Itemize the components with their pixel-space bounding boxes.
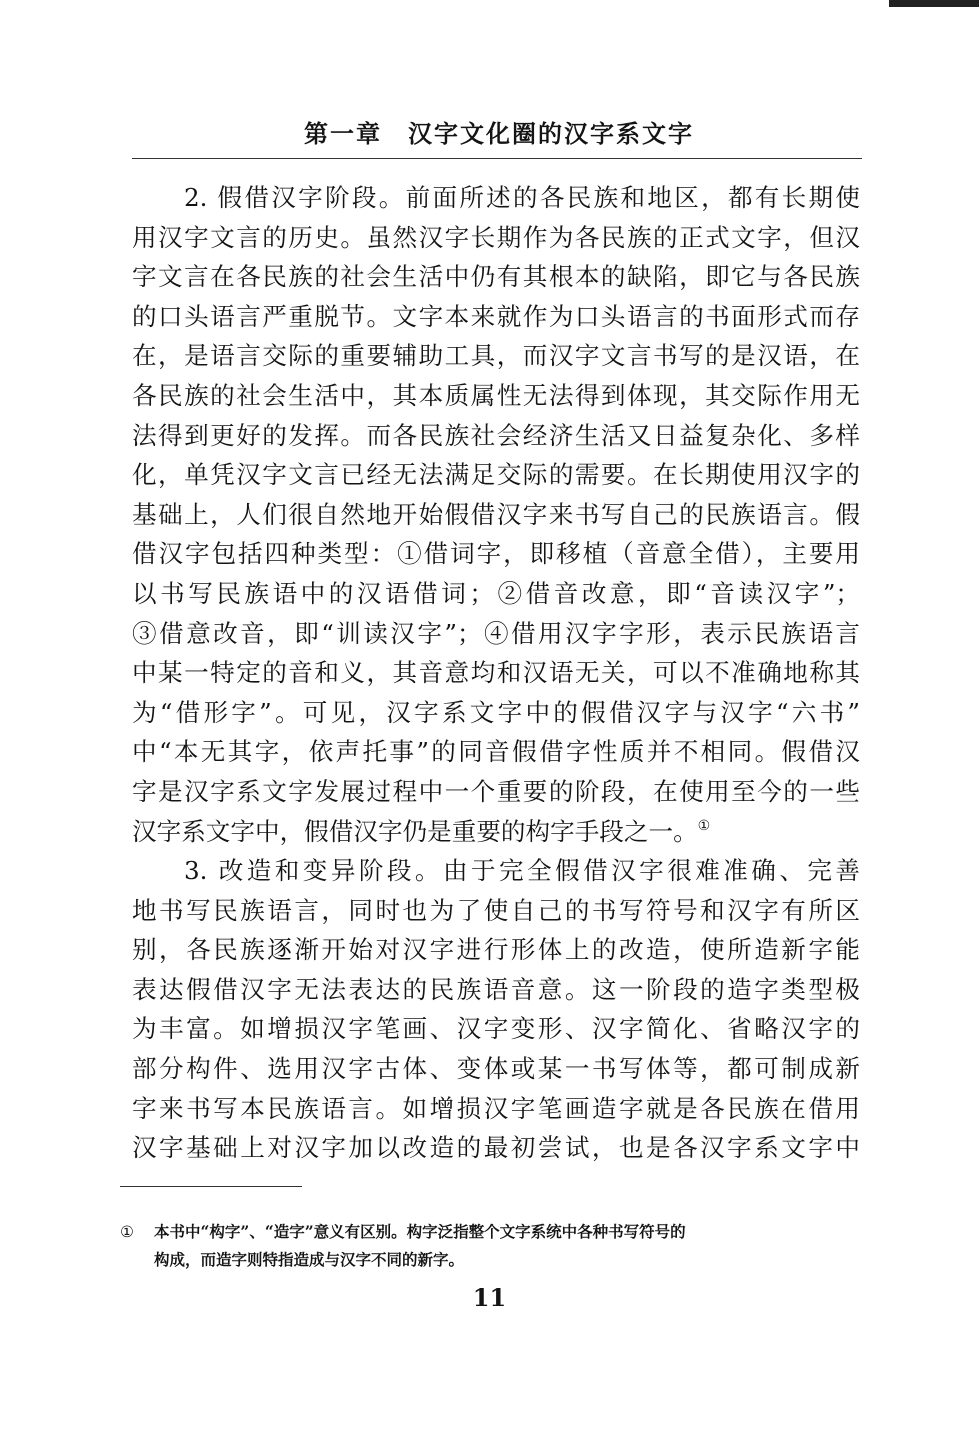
- body-text: [132, 178, 860, 1168]
- text-line: 字是汉字系文字发展过程中一个重要的阶段，在使用至今的一些: [132, 776, 860, 806]
- footnote-rule: [120, 1186, 302, 1187]
- footnote-reference[interactable]: ①: [697, 817, 711, 834]
- text-line: 2. 假借汉字阶段。前面所述的各民族和地区，都有长期使: [184, 183, 860, 212]
- text-line: 中某一特定的音和义，其音意均和汉语无关，可以不准确地称其: [132, 658, 860, 688]
- text-line: 中“本无其字，依声托事”的同音假借字性质并不相同。假借汉: [132, 737, 860, 767]
- text-line: 的口头语言严重脱节。文字本来就作为口头语言的书面形式而存: [132, 301, 860, 331]
- text-line: 字文言在各民族的社会生活中仍有其根本的缺陷，即它与各民族: [132, 262, 860, 292]
- text-line: 汉字基础上对汉字加以改造的最初尝试，也是各汉字系文字中: [132, 1133, 860, 1163]
- text-line: 汉字系文字中，假借汉字仍是重要的构字手段之一。: [132, 816, 698, 846]
- text-line: 用汉字文言的历史。虽然汉字长期作为各民族的正式文字，但汉: [132, 222, 860, 252]
- text-line: 3. 改造和变异阶段。由于完全假借汉字很难准确、完善: [184, 856, 860, 886]
- footnote-marker: ①: [120, 1223, 134, 1241]
- footnote-text: 本书中“构字”、“造字”意义有区别。构字泛指整个文字系统中各种书写符号的: [154, 1222, 686, 1241]
- paragraph-3: [132, 851, 860, 1168]
- text-line: 字来书写本民族语言。如增损汉字笔画造字就是各民族在借用: [132, 1093, 860, 1123]
- text-line: 以书写民族语中的汉语借词；②借音改意，即“音读汉字”；: [132, 578, 860, 608]
- running-head: 第一章 汉字文化圈的汉字系文字: [304, 119, 694, 148]
- text-line: 表达假借汉字无法表达的民族语音意。这一阶段的造字类型极: [132, 974, 860, 1004]
- text-line: 在，是语言交际的重要辅助工具，而汉字文言书写的是汉语，在: [132, 341, 860, 371]
- header-rule: [132, 158, 862, 159]
- text-line: ③借意改音，即“训读汉字”；④借用汉字字形，表示民族语言: [132, 618, 860, 648]
- paragraph-2: [132, 178, 860, 851]
- text-line: 化，单凭汉字文言已经无法满足交际的需要。在长期使用汉字的: [132, 460, 860, 490]
- text-line: 部分构件、选用汉字古体、变体或某一书写体等，都可制成新: [132, 1054, 860, 1084]
- text-line: 地书写民族语言，同时也为了使自己的书写符号和汉字有所区: [132, 895, 860, 925]
- text-line: 基础上，人们很自然地开始假借汉字来书写自己的民族语言。假: [132, 499, 860, 529]
- page-number: 11: [472, 1283, 507, 1312]
- text-line-with-note: [132, 812, 860, 852]
- text-line: 别，各民族逐渐开始对汉字进行形体上的改造，使所造新字能: [132, 935, 860, 965]
- text-line: 为“借形字”。可见，汉字系文字中的假借汉字与汉字“六书”: [132, 697, 860, 727]
- text-line: 借汉字包括四种类型：①借词字，即移植（音意全借），主要用: [132, 539, 860, 569]
- text-line: 各民族的社会生活中，其本质属性无法得到体现，其交际作用无: [132, 380, 860, 410]
- footnote-text: 构成，而造字则特指造成与汉字不同的新字。: [154, 1250, 465, 1269]
- scan-edge-mark: [889, 0, 979, 7]
- text-line: 为丰富。如增损汉字笔画、汉字变形、汉字简化、省略汉字的: [132, 1014, 860, 1044]
- footnote-line: [120, 1218, 860, 1246]
- footnote: [120, 1218, 860, 1273]
- text-line: 法得到更好的发挥。而各民族社会经济生活又日益复杂化、多样: [132, 420, 860, 450]
